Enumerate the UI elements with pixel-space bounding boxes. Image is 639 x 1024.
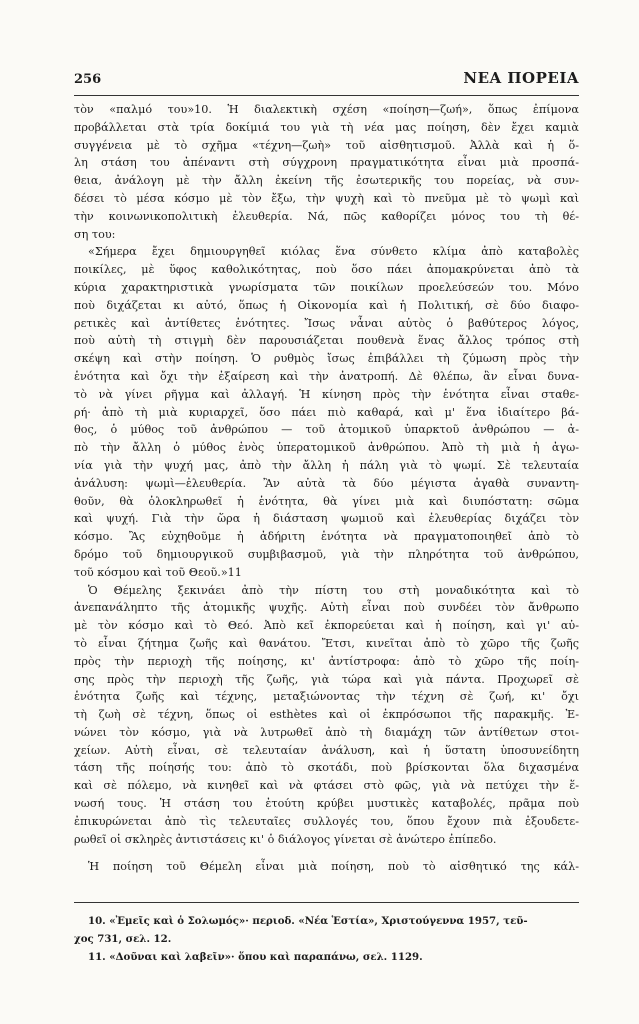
- text-line: νωσή τους. Ἡ στάση του ἐτούτη κρύβει μυστικὲς καταβολές, πρᾶμα ποὺ: [74, 797, 579, 811]
- footnote-line: 10. «Ἐμεῖς καὶ ὁ Σολωμός»· περιοδ. «Νέα Ἑστία», Χριστούγεννα 1957, τεῦ-: [88, 915, 528, 927]
- text-line: ἑνότητα καὶ ὄχι τὴν ἐξαίρεση καὶ τὴν ἀνατροπή. Δὲ θλέπω, ἂν εἶναι δυνα-: [74, 369, 579, 383]
- text-line: πὸ τὴν ἄλλη ὁ μύθος ἑνὸς ὑπερατομικοῦ ἀνθρώπου. Ἀπὸ τὴ μιὰ ἡ ἀγω-: [74, 441, 579, 455]
- text-line: ἀνεπανάληπτο τῆς ἀτομικῆς ψυχῆς. Αὐτὴ εἶναι ποὺ συνδέει τὸν ἄνθρωπο: [74, 601, 579, 615]
- text-line: τάση τῆς ποίησής του: ἀπὸ τὸ σκοτάδι, ποὺ βρίσκονται ὅλα διχασμένα: [74, 761, 579, 775]
- text-line: ποικίλες, μὲ ὕφος καθολικότητας, ποὺ ὅσο πάει ἀπομακρύνεται ἀπὸ τὰ: [74, 263, 579, 277]
- text-line: Ὁ Θέμελης ξεκινάει ἀπὸ τὴν πίστη του στὴ μοναδικότητα καὶ τὸ: [88, 583, 579, 597]
- text-line: σης πρὸς τὴν περιοχὴ τῆς ζωῆς, γιὰ τώρα καὶ γιὰ πάντα. Προχωρεῖ σὲ: [74, 672, 579, 686]
- text-line: Ἡ ποίηση τοῦ Θέμελη εἶναι μιὰ ποίηση, ποὺ τὸ αἰσθητικό της κάλ-: [88, 860, 579, 874]
- text-line: τὴν κοινωνικοπολιτικὴ ἐλευθερία. Νά, πῶς καθορίζει μόνος του τὴ θέ-: [74, 209, 579, 223]
- text-line: προβάλλεται στὰ τρία δοκίμιά του γιὰ τὴ νέα μας ποίηση, δὲν ἔχει καμιὰ: [74, 120, 579, 134]
- text-line: τὸν «παλμό του»10. Ἡ διαλεκτικὴ σχέση «ποίηση—ζωή», ὅπως ἐπίμονα: [74, 103, 579, 116]
- text-line: ρή· ἀπὸ τὴ μιὰ κυριαρχεῖ, ὅσο πάει πιὸ καθαρά, καὶ μ' ἕνα ἰδιαίτερο βά-: [74, 405, 579, 419]
- text-line: μὲ τὸν κόσμο καὶ τὸ Θεό. Ἀπὸ κεῖ ἐκπορεύεται καὶ ἡ ποίηση, καὶ γι' αὐ-: [74, 619, 579, 633]
- footnote-line: 11. «Δοῦναι καὶ λαβεῖν»· ὅπου καὶ παραπάνω, σελ. 1129.: [88, 951, 423, 963]
- text-line: καὶ ψυχή. Γιὰ τὴν ὥρα ἡ διάσταση ψωμιοῦ καὶ ἐλευθερίας διχάζει τὸν: [74, 512, 579, 526]
- text-line: λη στάση του ἀπέναντι στὴ σύγχρονη πραγματικότητα εἶναι μιὰ προσπά-: [74, 156, 579, 170]
- text-line: «Σήμερα ἔχει δημιουργηθεῖ κιόλας ἕνα σύνθετο κλίμα ἀπὸ καταβολὲς: [88, 245, 579, 259]
- header-rule: [74, 95, 579, 96]
- text-line: καὶ σὲ πόλεμο, νὰ κινηθεῖ καὶ νὰ φτάσει στὸ φῶς, γιὰ νὰ πετύχει τὴν ἕ-: [74, 779, 579, 793]
- text-line: θος, ὁ μύθος τοῦ ἀνθρώπου — τοῦ ἀτομικοῦ ὑπαρκτοῦ ἀνθρώπου — ἀ-: [74, 423, 579, 437]
- text-line: δρόμο τοῦ δημιουργικοῦ συμβιβασμοῦ, γιὰ τὴν πληρότητα τοῦ ἀνθρώπου,: [74, 547, 579, 561]
- text-line: ση του:: [74, 227, 116, 241]
- text-line: πρὸς τὴν περιοχὴ τῆς ποίησης, κι' ἀντίστροφα: ἀπὸ τὸ χῶρο τῆς ποίη-: [74, 654, 579, 668]
- paragraph-gap: [74, 848, 579, 858]
- text-line: ἀνάλυση: ψωμὶ—ἐλευθερία. Ἂν αὐτὰ τὰ δύο μέγιστα ἀγαθὰ συναντη-: [74, 476, 579, 490]
- footnote-rule: [74, 902, 579, 903]
- text-line: κύρια χαρακτηριστικὰ γνωρίσματα τῶν ποικίλων προελεύσεών του. Μόνο: [74, 280, 579, 294]
- running-title: ΝΕΑ ΠΟΡΕΙΑ: [463, 69, 579, 87]
- text-line: κόσμο. Ἂς εὐχηθοῦμε ἡ ἀδήριτη ἑνότητα νὰ πραγματοποιηθεῖ ἀπὸ τὸ: [74, 530, 579, 544]
- footnotes: [74, 912, 579, 966]
- text-line: ρετικὲς καὶ ἀντίθετες ἑνότητες. Ἴσως νἆναι αὐτὸς ὁ βαθύτερος λόγος,: [74, 316, 579, 330]
- text-line: τὸ εἶναι ζήτημα ζωῆς καὶ θανάτου. Ἔτσι, κινεῖται ἀπὸ τὸ χῶρο τῆς ζωῆς: [74, 636, 579, 650]
- text-line: ποὺ διχάζεται κι αὐτό, ὅπως ἡ Οἰκονομία καὶ ἡ Πολιτική, σὲ δύο διαφο-: [74, 298, 579, 312]
- text-line: θεια, ἀνάλογη μὲ τὴν ἄλλη ἐκείνη τῆς ἐσωτερικῆς του πορείας, νὰ συν-: [74, 174, 579, 188]
- text-line: ρωθεῖ οἱ σκληρὲς ἀντιστάσεις κι' ὁ διάλογος γίνεται σὲ ἀνώτερο ἐπίπεδο.: [74, 832, 497, 846]
- text-line: θοῦν, θὰ ὁλοκληρωθεῖ ἡ ἑνότητα, θὰ γίνει μιὰ καὶ διυπόστατη: σῶμα: [74, 494, 579, 508]
- text-line: ἐπικυρώνεται ἀπὸ τὶς τελευταῖες συλλογές του, ὅπου ἔχουν πιὰ ἐξουδετε-: [74, 814, 579, 828]
- text-line: ποὺ αὐτὴ τὴ στιγμὴ δὲν παρουσιάζεται πουθενὰ ἕνας ἄλλος τρόπος στὴ: [74, 334, 579, 348]
- text-line: νώνει τὸν κόσμο, γιὰ νὰ λυτρωθεῖ ἀπὸ τὴ διαμάχη τῶν ἀντίθετων στοι-: [74, 725, 579, 739]
- text-line: σκέψη καὶ στὴν ποίηση. Ὁ ρυθμὸς ἴσως ἐπιβάλλει τὴ ζύμωση πρὸς τὴν: [74, 352, 579, 366]
- text-line: χείων. Αὐτὴ εἶναι, σὲ τελευταίαν ἀνάλυση, καὶ ἡ ὕστατη ὑποσυνείδητη: [74, 743, 579, 757]
- footnote-line: χος 731, σελ. 12.: [74, 933, 172, 945]
- text-line: τὸ νὰ γίνει ρῆγμα καὶ ἀλλαγή. Ἡ κίνηση πρὸς τὴν ἑνότητα εἶναι σταθε-: [74, 387, 579, 401]
- page-number: 256: [74, 72, 102, 87]
- text-line: τὴ ζωὴ σὲ τέχνη, ὅπως οἱ esthètes καὶ οἱ ἐκπρόσωποι τῆς παρακμῆς. Ἐ-: [74, 708, 579, 722]
- text-line: δέσει τὸ μέσα κόσμο μὲ τὸν ἔξω, τὴν ψυχὴ καὶ τὸ πνεῦμα μὲ τὸ ψωμὶ καὶ: [74, 191, 579, 205]
- text-line: νία γιὰ τὴν ψυχή μας, ἀπὸ τὴν ἄλλη ἡ πάλη γιὰ τὸ ψωμί. Σὲ τελευταία: [74, 458, 579, 472]
- body-text: [74, 101, 579, 876]
- text-line: ἑνότητα ζωῆς καὶ τέχνης, μεταξιώνοντας τὴν τέχνη σὲ ζωή, κι' ὄχι: [74, 690, 579, 704]
- text-line: τοῦ κόσμου καὶ τοῦ Θεοῦ.»11: [74, 565, 242, 579]
- text-line: συγγένεια μὲ τὸ σχῆμα «τέχνη—ζωὴ» τοῦ αἰσθητισμοῦ. Ἀλλὰ καὶ ἡ ὅ-: [74, 138, 579, 152]
